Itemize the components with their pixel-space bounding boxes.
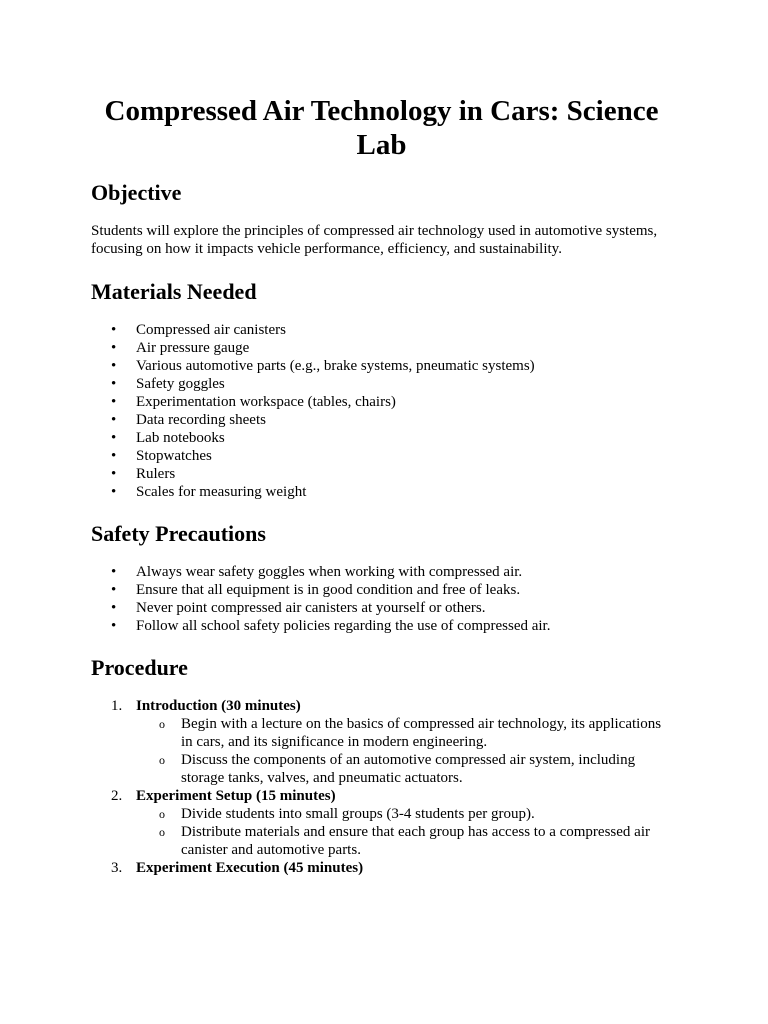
circle-bullet-icon: o xyxy=(159,825,165,839)
list-item xyxy=(111,465,672,483)
step-sublist xyxy=(136,805,672,859)
list-item-text: Stopwatches xyxy=(136,448,212,464)
list-item xyxy=(111,599,672,617)
step-title: Introduction (30 minutes) xyxy=(136,698,301,714)
list-item-text: Follow all school safety policies regarding the use of compressed air. xyxy=(136,618,551,634)
step-number: 1. xyxy=(111,698,123,714)
procedure-step xyxy=(111,697,672,787)
sub-item-text: Discuss the components of an automotive compressed air system, including storage tanks, valves, and pneumatic actuators. xyxy=(181,752,636,786)
page-title: Compressed Air Technology in Cars: Science Lab xyxy=(104,95,659,161)
list-item-text: Compressed air canisters xyxy=(136,322,286,338)
list-item xyxy=(111,563,672,581)
list-item xyxy=(111,447,672,465)
list-item-text: Rulers xyxy=(136,466,176,482)
list-item-text: Safety goggles xyxy=(136,376,225,392)
list-item-text: Lab notebooks xyxy=(136,430,225,446)
list-item-text: Air pressure gauge xyxy=(136,340,250,356)
bullet-icon: • xyxy=(111,448,117,464)
step-sublist xyxy=(136,715,672,787)
bullet-icon: • xyxy=(111,376,117,392)
bullet-icon: • xyxy=(111,358,117,374)
list-item-text: Data recording sheets xyxy=(136,412,266,428)
sub-item-text: Divide students into small groups (3-4 students per group). xyxy=(181,806,535,822)
list-item-text: Experimentation workspace (tables, chairs) xyxy=(136,394,396,410)
list-item xyxy=(111,429,672,447)
procedure-list xyxy=(91,697,672,877)
sub-item xyxy=(159,751,672,787)
materials-heading: Materials Needed xyxy=(91,279,257,304)
safety-list xyxy=(91,563,672,635)
list-item xyxy=(111,339,672,357)
list-item-text: Never point compressed air canisters at yourself or others. xyxy=(136,600,486,616)
bullet-icon: • xyxy=(111,322,117,338)
list-item-text: Ensure that all equipment is in good condition and free of leaks. xyxy=(136,582,521,598)
step-title: Experiment Execution (45 minutes) xyxy=(136,860,364,876)
step-number: 3. xyxy=(111,860,123,876)
procedure-heading: Procedure xyxy=(91,655,188,680)
list-item-text: Scales for measuring weight xyxy=(136,484,307,500)
list-item xyxy=(111,617,672,635)
bullet-icon: • xyxy=(111,466,117,482)
sub-item-text: Begin with a lecture on the basics of compressed air technology, its applications in cars, and its significance in modern engineering. xyxy=(181,716,662,750)
list-item-text: Always wear safety goggles when working with compressed air. xyxy=(136,564,523,580)
list-item xyxy=(111,411,672,429)
bullet-icon: • xyxy=(111,618,117,634)
materials-list xyxy=(91,321,672,501)
list-item xyxy=(111,483,672,501)
sub-item-text: Distribute materials and ensure that each group has access to a compressed air canister and automotive parts. xyxy=(181,824,650,858)
bullet-icon: • xyxy=(111,484,117,500)
step-number: 2. xyxy=(111,788,123,804)
bullet-icon: • xyxy=(111,600,117,616)
circle-bullet-icon: o xyxy=(159,807,165,821)
list-item xyxy=(111,393,672,411)
list-item xyxy=(111,581,672,599)
bullet-icon: • xyxy=(111,564,117,580)
sub-item xyxy=(159,715,672,751)
sub-item xyxy=(159,823,672,859)
objective-heading: Objective xyxy=(91,180,182,205)
procedure-step xyxy=(111,787,672,859)
sub-item xyxy=(159,805,672,823)
bullet-icon: • xyxy=(111,394,117,410)
procedure-step xyxy=(111,859,672,877)
step-title: Experiment Setup (15 minutes) xyxy=(136,788,336,804)
list-item xyxy=(111,375,672,393)
bullet-icon: • xyxy=(111,430,117,446)
safety-heading: Safety Precautions xyxy=(91,521,266,546)
bullet-icon: • xyxy=(111,582,117,598)
objective-text: Students will explore the principles of compressed air technology used in automotive systems, focusing on how it impacts vehicle performance, efficiency, and sustainability. xyxy=(91,223,658,257)
bullet-icon: • xyxy=(111,340,117,356)
bullet-icon: • xyxy=(111,412,117,428)
circle-bullet-icon: o xyxy=(159,753,165,767)
list-item xyxy=(111,321,672,339)
list-item-text: Various automotive parts (e.g., brake systems, pneumatic systems) xyxy=(136,358,535,374)
circle-bullet-icon: o xyxy=(159,717,165,731)
list-item xyxy=(111,357,672,375)
